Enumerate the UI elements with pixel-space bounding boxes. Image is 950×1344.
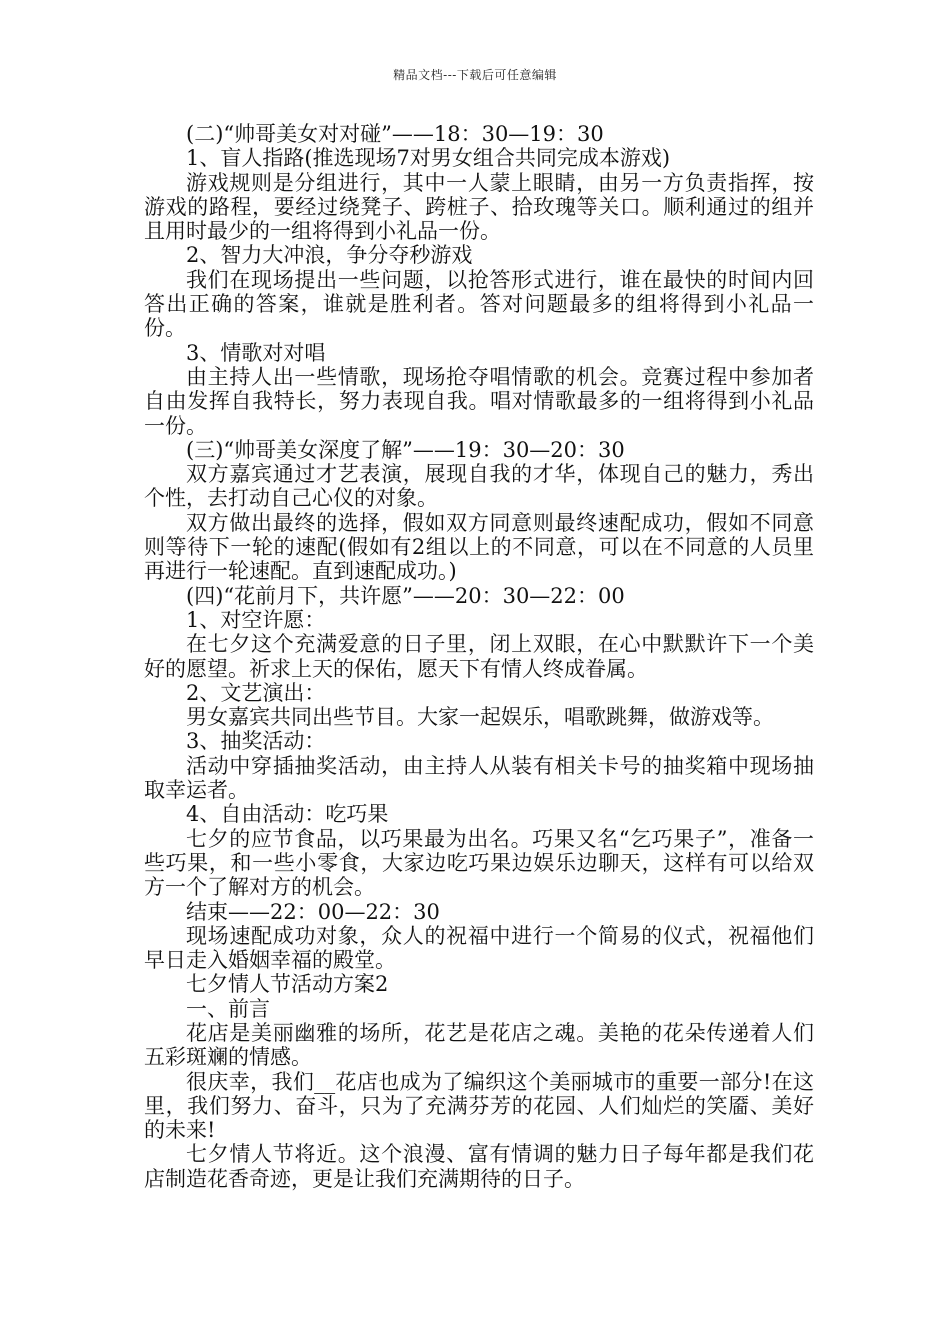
- section-heading: (二)“帅哥美女对对碰”——18：30—19：30: [186, 122, 604, 146]
- body-paragraph: 由主持人出一些情歌，现场抢夺唱情歌的机会。竞赛过程中参加者自由发挥自我特长，努力表现自我。唱对情歌最多的一组将得到小礼品一份。: [144, 364, 814, 438]
- body-paragraph: 男女嘉宾共同出些节目。大家一起娱乐，唱歌跳舞，做游戏等。: [186, 705, 774, 730]
- section-heading: (三)“帅哥美女深度了解”——19：30—20：30: [186, 437, 625, 462]
- list-item: 1、盲人指路(推选现场7对男女组合共同完成本游戏): [186, 146, 671, 171]
- list-item: 4、自由活动：吃巧果: [186, 802, 389, 827]
- page-header: 精品文档---下载后可任意编辑: [393, 68, 557, 82]
- body-paragraph: 很庆幸，我们__花店也成为了编织这个美丽城市的重要一部分!在这里，我们努力、奋斗，只为了充满芬芳的花园、人们灿烂的笑靥、美好的未来!: [144, 1069, 814, 1143]
- document-title: 七夕情人节活动方案2: [186, 972, 389, 997]
- body-paragraph: 七夕情人节将近。这个浪漫、富有情调的魅力日子每年都是我们花店制造花香奇迹，更是让我们充满期待的日子。: [144, 1142, 814, 1191]
- list-item: 2、文艺演出：: [186, 680, 326, 705]
- body-paragraph: 双方嘉宾通过才艺表演，展现自我的才华，体现自己的魅力，秀出个性，去打动自己心仪的对象。: [144, 462, 814, 511]
- list-item: 1、对空许愿：: [186, 607, 326, 632]
- document-body: [144, 122, 814, 1191]
- body-paragraph: 现场速配成功对象，众人的祝福中进行一个简易的仪式，祝福他们早日走入婚姻幸福的殿堂。: [144, 923, 814, 973]
- body-paragraph: 七夕的应节食品，以巧果最为出名。巧果又名“乞巧果子”，准备一些巧果，和一些小零食，大家边吃巧果边娱乐边聊天，这样有可以给双方一个了解对方的机会。: [144, 826, 814, 900]
- body-paragraph: 双方做出最终的选择，假如双方同意则最终速配成功，假如不同意则等待下一轮的速配(假如有2组以上的不同意，可以在不同意的人员里再进行一轮速配。直到速配成功。): [144, 510, 814, 584]
- section-heading: (四)“花前月下，共许愿”——20：30—22：00: [186, 583, 625, 608]
- body-paragraph: 花店是美丽幽雅的场所，花艺是花店之魂。美艳的花朵传递着人们五彩斑斓的情感。: [144, 1020, 814, 1070]
- body-paragraph: 在七夕这个充满爱意的日子里，闭上双眼，在心中默默许下一个美好的愿望。祈求上天的保佑，愿天下有情人终成眷属。: [144, 632, 814, 681]
- body-paragraph: 活动中穿插抽奖活动，由主持人从装有相关卡号的抽奖箱中现场抽取幸运者。: [144, 753, 814, 803]
- list-item: 2、智力大冲浪，争分夺秒游戏: [186, 243, 473, 268]
- list-item: 3、抽奖活动：: [186, 729, 326, 754]
- list-item: 3、情歌对对唱: [186, 340, 326, 365]
- body-paragraph: 我们在现场提出一些问题，以抢答形式进行，谁在最快的时间内回答出正确的答案，谁就是胜利者。答对问题最多的组将得到小礼品一份。: [144, 267, 814, 341]
- body-paragraph: 游戏规则是分组进行，其中一人蒙上眼睛，由另一方负责指挥，按游戏的路程，要经过绕凳子、跨桩子、拾玫瑰等关口。顺利通过的组并且用时最少的一组将得到小礼品一份。: [144, 170, 814, 244]
- section-heading: 一、前言: [186, 996, 270, 1021]
- section-heading: 结束——22：00—22：30: [186, 899, 440, 924]
